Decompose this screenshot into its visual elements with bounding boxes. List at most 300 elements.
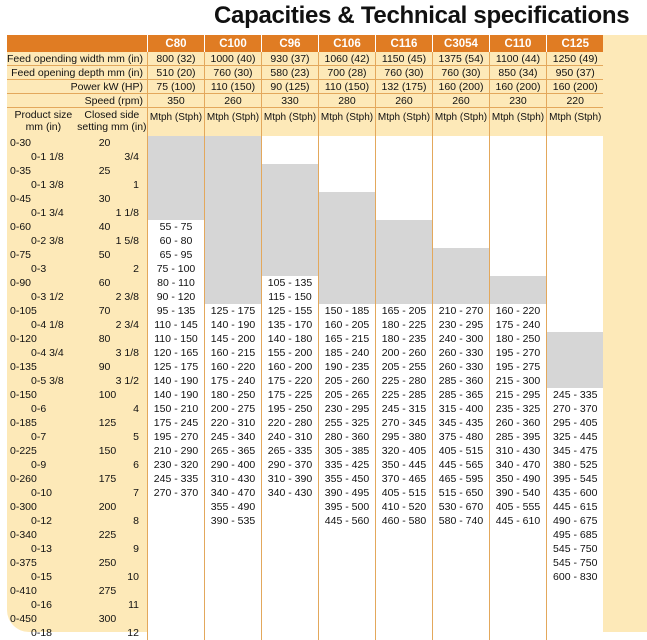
setting-value: 12 <box>127 627 139 639</box>
unit-header: Mtph (Stph) <box>546 108 603 137</box>
empty-cell <box>318 150 375 164</box>
capacity-cell: 380 - 525 <box>546 458 603 472</box>
spec-value: 230 <box>489 94 546 108</box>
spec-value: 1375 (54) <box>432 52 489 66</box>
product-size: 0-7 <box>31 431 47 443</box>
setting-value: 10 <box>127 571 139 583</box>
setting-header <box>77 108 148 137</box>
capacity-cell: 200 - 260 <box>375 346 432 360</box>
capacity-cell: 405 - 555 <box>489 500 546 514</box>
empty-cell <box>432 234 489 248</box>
empty-cell <box>546 598 603 612</box>
capacity-cell: 230 - 295 <box>432 318 489 332</box>
capacity-cell: 255 - 325 <box>318 416 375 430</box>
empty-cell <box>489 262 546 276</box>
na-cell <box>204 136 261 150</box>
capacity-cell: 315 - 400 <box>432 402 489 416</box>
table-row <box>7 136 603 150</box>
setting-value: 25 <box>98 165 111 177</box>
setting-value: 50 <box>98 249 111 261</box>
spec-table <box>7 35 603 640</box>
table-row <box>7 290 603 304</box>
capacity-cell: 175 - 240 <box>204 374 261 388</box>
capacity-cell: 345 - 435 <box>432 416 489 430</box>
empty-cell <box>204 626 261 640</box>
product-size: 0-3 <box>31 263 47 275</box>
capacity-cell: 395 - 545 <box>546 472 603 486</box>
capacity-cell: 55 - 75 <box>147 220 204 234</box>
empty-cell <box>375 150 432 164</box>
spec-label: Feed opending width mm (in) <box>7 52 147 66</box>
capacity-cell: 115 - 150 <box>261 290 318 304</box>
na-cell <box>432 290 489 304</box>
capacity-cell: 310 - 430 <box>489 444 546 458</box>
spec-value: 75 (100) <box>147 80 204 94</box>
capacity-cell: 195 - 270 <box>489 346 546 360</box>
na-cell <box>318 206 375 220</box>
product-size: 0-6 <box>31 403 47 415</box>
empty-cell <box>546 164 603 178</box>
na-cell <box>204 220 261 234</box>
empty-cell <box>204 584 261 598</box>
na-cell <box>261 192 318 206</box>
table-row <box>7 626 603 640</box>
empty-cell <box>489 206 546 220</box>
product-size-header <box>7 108 77 137</box>
capacity-cell: 260 - 330 <box>432 360 489 374</box>
empty-cell <box>489 164 546 178</box>
product-size: 0-3 1/2 <box>31 291 64 303</box>
table-row <box>7 164 603 178</box>
capacity-cell: 350 - 490 <box>489 472 546 486</box>
empty-cell <box>318 164 375 178</box>
capacity-cell: 225 - 280 <box>375 374 432 388</box>
capacity-cell: 580 - 740 <box>432 514 489 528</box>
capacity-cell: 205 - 260 <box>318 374 375 388</box>
na-cell <box>375 276 432 290</box>
product-size: 0-150 <box>10 389 37 401</box>
setting-value: 6 <box>133 459 139 471</box>
table-row <box>7 248 603 262</box>
unit-header: Mtph (Stph) <box>318 108 375 137</box>
product-size: 0-1 3/4 <box>31 207 64 219</box>
empty-cell <box>147 598 204 612</box>
product-size: 0-35 <box>10 165 32 177</box>
capacity-cell: 310 - 430 <box>204 472 261 486</box>
table-row <box>7 486 603 500</box>
table-row <box>7 570 603 584</box>
table-row <box>7 542 603 556</box>
capacity-cell: 110 - 150 <box>147 332 204 346</box>
capacity-cell: 350 - 445 <box>375 458 432 472</box>
setting-value: 150 <box>98 445 117 457</box>
empty-cell <box>546 178 603 192</box>
capacity-cell: 150 - 185 <box>318 304 375 318</box>
product-size: 0-75 <box>10 249 32 261</box>
spec-value: 330 <box>261 94 318 108</box>
setting-value: 9 <box>133 543 139 555</box>
capacity-cell: 445 - 565 <box>432 458 489 472</box>
setting-value: 175 <box>98 473 117 485</box>
model-header: C96 <box>261 35 318 52</box>
product-size: 0-225 <box>10 445 37 457</box>
empty-cell <box>318 612 375 626</box>
spec-row <box>7 66 603 80</box>
empty-cell <box>432 584 489 598</box>
spec-value: 1150 (45) <box>375 52 432 66</box>
capacity-cell: 245 - 335 <box>546 388 603 402</box>
empty-cell <box>375 612 432 626</box>
empty-cell <box>546 136 603 150</box>
spec-table-panel <box>7 35 647 639</box>
capacity-cell: 230 - 295 <box>318 402 375 416</box>
product-size: 0-10 <box>31 487 53 499</box>
capacity-cell: 345 - 475 <box>546 444 603 458</box>
capacity-cell: 310 - 390 <box>261 472 318 486</box>
setting-value: 80 <box>98 333 111 345</box>
spec-value: 110 (150) <box>204 80 261 94</box>
product-size: 0-5 3/8 <box>31 375 64 387</box>
empty-cell <box>318 528 375 542</box>
empty-cell <box>147 570 204 584</box>
spec-value: 760 (30) <box>375 66 432 80</box>
na-cell <box>147 192 204 206</box>
table-row <box>7 178 603 192</box>
na-cell <box>432 248 489 262</box>
empty-cell <box>546 206 603 220</box>
capacity-cell: 335 - 425 <box>318 458 375 472</box>
product-size: 0-300 <box>10 501 37 513</box>
empty-cell <box>489 136 546 150</box>
capacity-cell: 210 - 270 <box>432 304 489 318</box>
product-size: 0-450 <box>10 613 37 625</box>
capacity-cell: 140 - 180 <box>261 332 318 346</box>
product-size: 0-135 <box>10 361 37 373</box>
unit-header: Mtph (Stph) <box>147 108 204 137</box>
capacity-cell: 280 - 360 <box>318 430 375 444</box>
spec-value: 160 (200) <box>432 80 489 94</box>
empty-cell <box>489 612 546 626</box>
empty-cell <box>261 626 318 640</box>
empty-cell <box>147 612 204 626</box>
empty-cell <box>546 318 603 332</box>
capacity-cell: 205 - 255 <box>375 360 432 374</box>
capacity-cell: 390 - 535 <box>204 514 261 528</box>
capacity-cell: 175 - 220 <box>261 374 318 388</box>
spec-value: 90 (125) <box>261 80 318 94</box>
empty-cell <box>489 150 546 164</box>
empty-cell <box>375 542 432 556</box>
na-cell <box>204 276 261 290</box>
setting-value: 11 <box>128 599 139 611</box>
capacity-cell: 125 - 175 <box>204 304 261 318</box>
empty-cell <box>432 136 489 150</box>
model-header: C116 <box>375 35 432 52</box>
setting-value: 225 <box>98 529 117 541</box>
setting-value: 7 <box>133 487 139 499</box>
empty-cell <box>432 150 489 164</box>
capacity-cell: 515 - 650 <box>432 486 489 500</box>
capacity-cell: 270 - 345 <box>375 416 432 430</box>
empty-cell <box>432 556 489 570</box>
capacity-cell: 395 - 500 <box>318 500 375 514</box>
table-row <box>7 598 603 612</box>
empty-cell <box>204 528 261 542</box>
setting-value: 100 <box>98 389 117 401</box>
empty-cell <box>375 598 432 612</box>
table-row <box>7 556 603 570</box>
table-row <box>7 514 603 528</box>
empty-cell <box>147 542 204 556</box>
empty-cell <box>489 542 546 556</box>
na-cell <box>375 248 432 262</box>
empty-cell <box>432 206 489 220</box>
spec-value: 350 <box>147 94 204 108</box>
product-size: 0-60 <box>10 221 32 233</box>
setting-value: 20 <box>98 137 111 149</box>
empty-cell <box>375 206 432 220</box>
empty-cell <box>204 570 261 584</box>
empty-cell <box>375 584 432 598</box>
capacity-cell: 460 - 580 <box>375 514 432 528</box>
na-cell <box>318 276 375 290</box>
model-header: C106 <box>318 35 375 52</box>
empty-cell <box>261 500 318 514</box>
na-cell <box>375 220 432 234</box>
empty-cell <box>489 626 546 640</box>
setting-value: 3 1/8 <box>115 347 139 359</box>
table-row <box>7 458 603 472</box>
empty-cell <box>432 598 489 612</box>
na-cell <box>204 234 261 248</box>
capacity-cell: 165 - 215 <box>318 332 375 346</box>
model-header: C100 <box>204 35 261 52</box>
na-cell <box>546 360 603 374</box>
empty-cell <box>375 556 432 570</box>
capacity-cell: 140 - 190 <box>147 374 204 388</box>
table-row <box>7 388 603 402</box>
product-size: 0-16 <box>31 599 53 611</box>
setting-value: 3/4 <box>124 151 139 163</box>
empty-cell <box>318 570 375 584</box>
unit-header: Mtph (Stph) <box>432 108 489 137</box>
capacity-cell: 185 - 240 <box>318 346 375 360</box>
capacity-cell: 165 - 205 <box>375 304 432 318</box>
empty-cell <box>318 178 375 192</box>
capacity-cell: 390 - 495 <box>318 486 375 500</box>
na-cell <box>261 248 318 262</box>
empty-cell <box>546 192 603 206</box>
empty-cell <box>375 178 432 192</box>
table-row <box>7 332 603 346</box>
setting-header-text: Closed side setting mm (in) <box>77 109 147 133</box>
spec-value: 760 (30) <box>432 66 489 80</box>
na-cell <box>318 248 375 262</box>
spec-value: 160 (200) <box>546 80 603 94</box>
na-cell <box>204 206 261 220</box>
capacity-cell: 340 - 470 <box>204 486 261 500</box>
na-cell <box>261 206 318 220</box>
capacity-cell: 195 - 275 <box>489 360 546 374</box>
capacity-cell: 210 - 290 <box>147 444 204 458</box>
capacity-cell: 160 - 215 <box>204 346 261 360</box>
capacity-cell: 245 - 315 <box>375 402 432 416</box>
product-size: 0-120 <box>10 333 37 345</box>
setting-value: 1 1/8 <box>115 207 139 219</box>
empty-cell <box>204 542 261 556</box>
spec-row <box>7 94 603 108</box>
capacity-cell: 265 - 365 <box>204 444 261 458</box>
empty-cell <box>318 584 375 598</box>
na-cell <box>204 164 261 178</box>
table-row <box>7 150 603 164</box>
model-header: C125 <box>546 35 603 52</box>
setting-value: 30 <box>98 193 111 205</box>
table-row <box>7 584 603 598</box>
capacity-cell: 175 - 245 <box>147 416 204 430</box>
capacity-cell: 135 - 170 <box>261 318 318 332</box>
empty-cell <box>261 136 318 150</box>
setting-value: 2 <box>133 263 139 275</box>
product-size: 0-4 1/8 <box>31 319 64 331</box>
capacity-cell: 105 - 135 <box>261 276 318 290</box>
spec-value: 580 (23) <box>261 66 318 80</box>
capacity-cell: 160 - 205 <box>318 318 375 332</box>
table-row <box>7 276 603 290</box>
spec-value: 700 (28) <box>318 66 375 80</box>
capacity-cell: 175 - 240 <box>489 318 546 332</box>
header-corner <box>7 35 147 52</box>
empty-cell <box>432 542 489 556</box>
capacity-cell: 160 - 220 <box>489 304 546 318</box>
product-size: 0-9 <box>31 459 47 471</box>
empty-cell <box>147 556 204 570</box>
setting-value: 2 3/8 <box>115 291 139 303</box>
capacity-cell: 290 - 400 <box>204 458 261 472</box>
capacity-cell: 370 - 465 <box>375 472 432 486</box>
na-cell <box>318 220 375 234</box>
na-cell <box>261 262 318 276</box>
spec-label: Speed (rpm) <box>7 94 147 108</box>
empty-cell <box>546 612 603 626</box>
product-size: 0-1 1/8 <box>31 151 64 163</box>
product-size: 0-13 <box>31 543 53 555</box>
empty-cell <box>375 528 432 542</box>
empty-cell <box>489 570 546 584</box>
empty-cell <box>432 528 489 542</box>
capacity-cell: 190 - 235 <box>318 360 375 374</box>
capacity-cell: 145 - 200 <box>204 332 261 346</box>
na-cell <box>546 374 603 388</box>
table-row <box>7 612 603 626</box>
capacity-cell: 270 - 370 <box>147 486 204 500</box>
spec-value: 1250 (49) <box>546 52 603 66</box>
capacity-cell: 150 - 210 <box>147 402 204 416</box>
model-header: C80 <box>147 35 204 52</box>
setting-value: 70 <box>98 305 111 317</box>
capacity-cell: 195 - 270 <box>147 430 204 444</box>
capacity-cell: 195 - 250 <box>261 402 318 416</box>
spec-value: 260 <box>375 94 432 108</box>
capacity-cell: 445 - 560 <box>318 514 375 528</box>
capacity-cell: 200 - 275 <box>204 402 261 416</box>
capacity-cell: 90 - 120 <box>147 290 204 304</box>
capacity-cell: 445 - 610 <box>489 514 546 528</box>
na-cell <box>489 276 546 290</box>
na-cell <box>318 192 375 206</box>
capacity-cell: 325 - 445 <box>546 430 603 444</box>
capacity-cell: 160 - 200 <box>261 360 318 374</box>
table-row <box>7 192 603 206</box>
spec-value: 1000 (40) <box>204 52 261 66</box>
capacity-cell: 270 - 370 <box>546 402 603 416</box>
capacity-cell: 290 - 370 <box>261 458 318 472</box>
empty-cell <box>489 528 546 542</box>
capacity-cell: 160 - 220 <box>204 360 261 374</box>
table-row <box>7 416 603 430</box>
spec-value: 160 (200) <box>489 80 546 94</box>
empty-cell <box>318 542 375 556</box>
product-size: 0-18 <box>31 627 53 639</box>
empty-cell <box>546 304 603 318</box>
empty-cell <box>147 584 204 598</box>
capacity-cell: 295 - 380 <box>375 430 432 444</box>
na-cell <box>204 248 261 262</box>
capacity-cell: 235 - 325 <box>489 402 546 416</box>
capacity-cell: 260 - 330 <box>432 346 489 360</box>
empty-cell <box>489 234 546 248</box>
na-cell <box>147 206 204 220</box>
empty-cell <box>261 570 318 584</box>
capacity-cell: 545 - 750 <box>546 556 603 570</box>
empty-cell <box>147 626 204 640</box>
model-header: C110 <box>489 35 546 52</box>
product-size-header-text: Product size mm (in) <box>14 109 73 133</box>
spec-value: 132 (175) <box>375 80 432 94</box>
empty-cell <box>546 262 603 276</box>
capacity-cell: 240 - 300 <box>432 332 489 346</box>
capacity-cell: 180 - 225 <box>375 318 432 332</box>
product-size: 0-410 <box>10 585 37 597</box>
capacity-cell: 225 - 285 <box>375 388 432 402</box>
setting-value: 5 <box>133 431 139 443</box>
table-row <box>7 360 603 374</box>
capacity-cell: 180 - 235 <box>375 332 432 346</box>
na-cell <box>147 164 204 178</box>
table-row <box>7 318 603 332</box>
capacity-cell: 245 - 340 <box>204 430 261 444</box>
capacity-cell: 180 - 250 <box>204 388 261 402</box>
na-cell <box>489 290 546 304</box>
setting-value: 2 3/4 <box>115 319 139 331</box>
spec-value: 1060 (42) <box>318 52 375 66</box>
capacity-cell: 265 - 335 <box>261 444 318 458</box>
capacity-cell: 230 - 320 <box>147 458 204 472</box>
setting-value: 250 <box>98 557 117 569</box>
capacity-cell: 305 - 385 <box>318 444 375 458</box>
product-size: 0-45 <box>10 193 32 205</box>
capacity-cell: 320 - 405 <box>375 444 432 458</box>
empty-cell <box>375 192 432 206</box>
table-row <box>7 234 603 248</box>
setting-value: 200 <box>98 501 117 513</box>
capacity-cell: 405 - 515 <box>375 486 432 500</box>
table-row <box>7 262 603 276</box>
capacity-cell: 60 - 80 <box>147 234 204 248</box>
product-size: 0-375 <box>10 557 37 569</box>
product-size: 0-260 <box>10 473 37 485</box>
table-row <box>7 430 603 444</box>
